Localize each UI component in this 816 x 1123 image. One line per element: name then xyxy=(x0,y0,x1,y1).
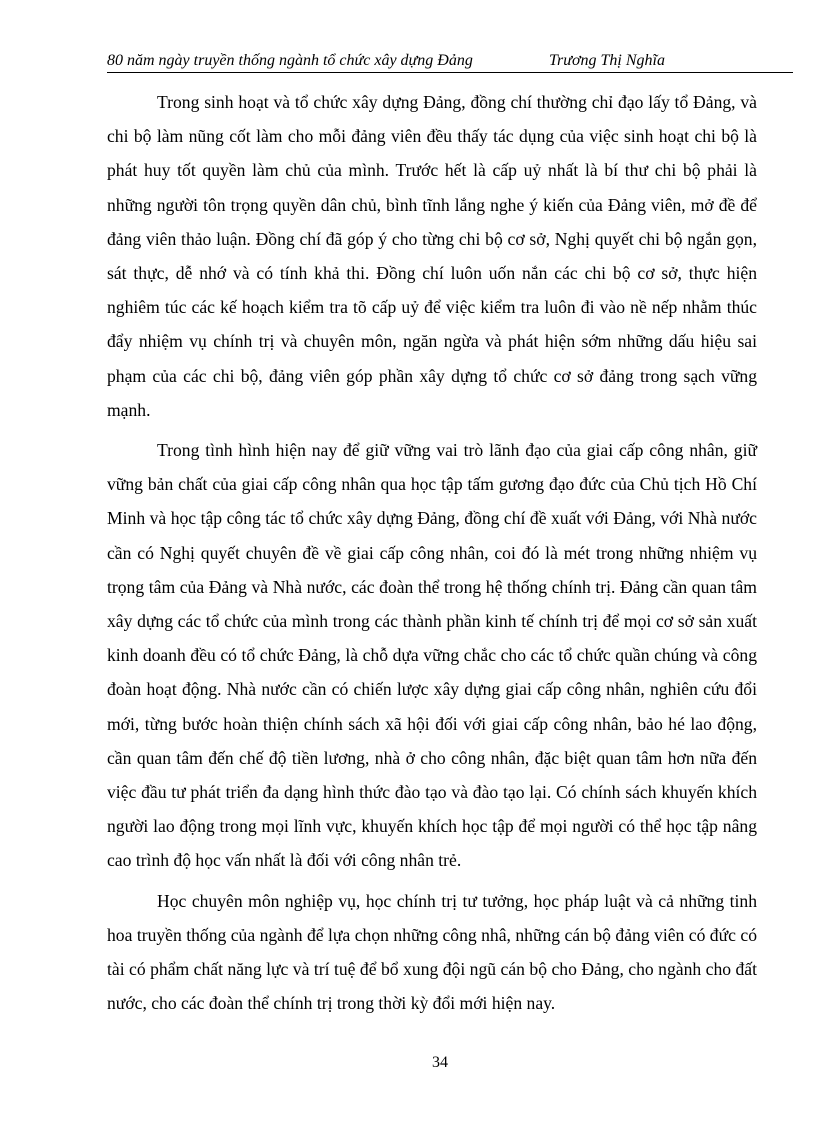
running-header xyxy=(107,50,793,73)
document-body xyxy=(107,85,757,1026)
paragraph-2: Trong tình hình hiện nay để giữ vững vai trò lãnh đạo của giai cấp công nhân, giữ vững bản chất của giai cấp công nhân qua học tập tấm gương đạo đức của Chủ tịch Hồ Chí Minh và học tập công tác tổ chức xây dựng Đảng, đồng chí đề xuất với Đảng, với Nhà nước cần có Nghị quyết chuyên đề về giai cấp công nhân, coi đó là mét trong những nhiệm vụ trọng tâm của Đảng và Nhà nước, các đoàn thể trong hệ thống chính trị. Đảng cần quan tâm xây dựng các tổ chức của mình trong các thành phần kinh tế chính trị để mọi cơ sở sản xuất kinh doanh đều có tổ chức Đảng, là chỗ dựa vững chắc cho các tổ chức quần chúng và công đoàn hoạt động. Nhà nước cần có chiến lược xây dựng giai cấp công nhân, nghiên cứu đổi mới, từng bước hoàn thiện chính sách xã hội đối với giai cấp công nhân, bảo hé lao động, cần quan tâm đến chế độ tiền lương, nhà ở cho công nhân, đặc biệt quan tâm hơn nữa đến việc đầu tư phát triển đa dạng hình thức đào tạo và đào tạo lại. Có chính sách khuyến khích người lao động trong mọi lĩnh vực, khuyến khích học tập để mọi người có thể học tập nâng cao trình độ học vấn nhất là đối với công nhân trẻ. xyxy=(107,440,757,871)
paragraph-3: Học chuyên môn nghiệp vụ, học chính trị tư tưởng, học pháp luật và cả những tinh hoa truyền thống của ngành để lựa chọn những công nhâ, những cán bộ đảng viên có đức có tài có phẩm chất năng lực và trí tuệ để bổ xung đội ngũ cán bộ cho Đảng, cho ngành cho đất nước, cho các đoàn thể chính trị trong thời kỳ đổi mới hiện nay. xyxy=(107,890,757,1014)
page-number: 34 xyxy=(432,1054,448,1071)
header-title: 80 năm ngày truyền thống ngành tổ chức xây dựng Đảng xyxy=(107,52,473,69)
header-author: Trương Thị Nghĩa xyxy=(549,52,665,69)
paragraph-1: Trong sinh hoạt và tổ chức xây dựng Đảng, đồng chí thường chỉ đạo lấy tổ Đảng, và chi bộ làm nũng cốt làm cho mỗi đảng viên đều thấy tác dụng của việc sinh hoạt chi bộ là phát huy tốt quyền làm chủ của mình. Trước hết là cấp uỷ nhất là bí thư chi bộ phải là những người tôn trọng quyền dân chủ, bình tĩnh lắng nghe ý kiến của Đảng viên, mở đề để đảng viên thảo luận. Đồng chí đã góp ý cho từng chi bộ cơ sở, Nghị quyết chi bộ ngắn gọn, sát thực, dễ nhớ và có tính khả thi. Đồng chí luôn uốn nắn các chi bộ cơ sở, thực hiện nghiêm túc các kế hoạch kiểm tra tõ cấp uỷ để việc kiểm tra luôn đi vào nề nếp nhằm thúc đẩy nhiệm vụ chính trị và chuyên môn, ngăn ngừa và phát hiện sớm những dấu hiệu sai phạm của các chi bộ, đảng viên góp phần xây dựng tổ chức cơ sở đảng trong sạch vững mạnh. xyxy=(107,92,757,420)
